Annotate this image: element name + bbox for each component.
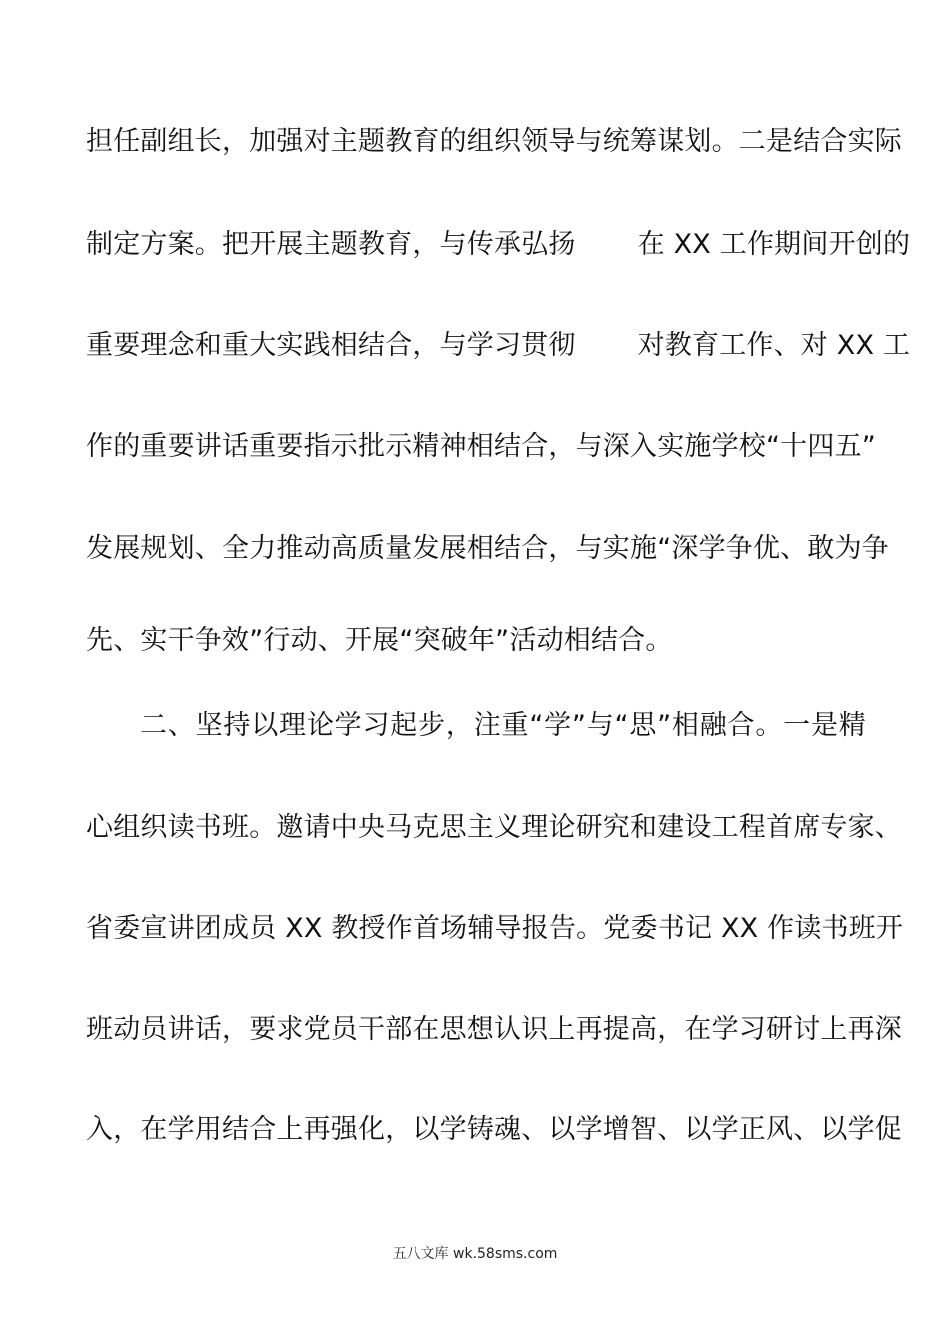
paragraph-line: 班动员讲话，要求党员干部在思想认识上再提高，在学习研讨上再深 [86, 1014, 902, 1045]
paragraph-line [86, 225, 911, 265]
section-heading-line: 二、坚持以理论学习起步，注重“学”与“思”相融合。一是精 [140, 710, 866, 741]
paragraph-line: 担任副组长，加强对主题教育的组织领导与统筹谋划。二是结合实际 [86, 126, 902, 157]
line-segment: 重要理念和重大实践相结合，与学习贯彻 [86, 330, 576, 361]
paragraph-line: 省委宣讲团成员 XX 教授作首场辅导报告。党委书记 XX 作读书班开 [86, 913, 904, 944]
paragraph-line: 入，在学用结合上再强化，以学铸魂、以学增智、以学正风、以学促 [86, 1114, 902, 1145]
line-segment: 制定方案。把开展主题教育，与传承弘扬 [86, 229, 576, 260]
footer-watermark: 五八文库 wk.58sms.com [392, 1246, 558, 1262]
paragraph-line: 先、实干争效”行动、开展“突破年”活动相结合。 [86, 625, 673, 656]
paragraph-line: 发展规划、全力推动高质量发展相结合，与实施“深学争优、敢为争 [86, 533, 889, 564]
line-segment: 对教育工作、对 XX 工 [637, 330, 911, 361]
line-segment: 在 XX 工作期间开创的 [637, 229, 911, 260]
paragraph-line [86, 326, 911, 366]
paragraph-line: 作的重要讲话重要指示批示精神相结合，与深入实施学校“十四五” [86, 431, 876, 462]
paragraph-line: 心组织读书班。邀请中央马克思主义理论研究和建设工程首席专家、 [86, 812, 902, 843]
